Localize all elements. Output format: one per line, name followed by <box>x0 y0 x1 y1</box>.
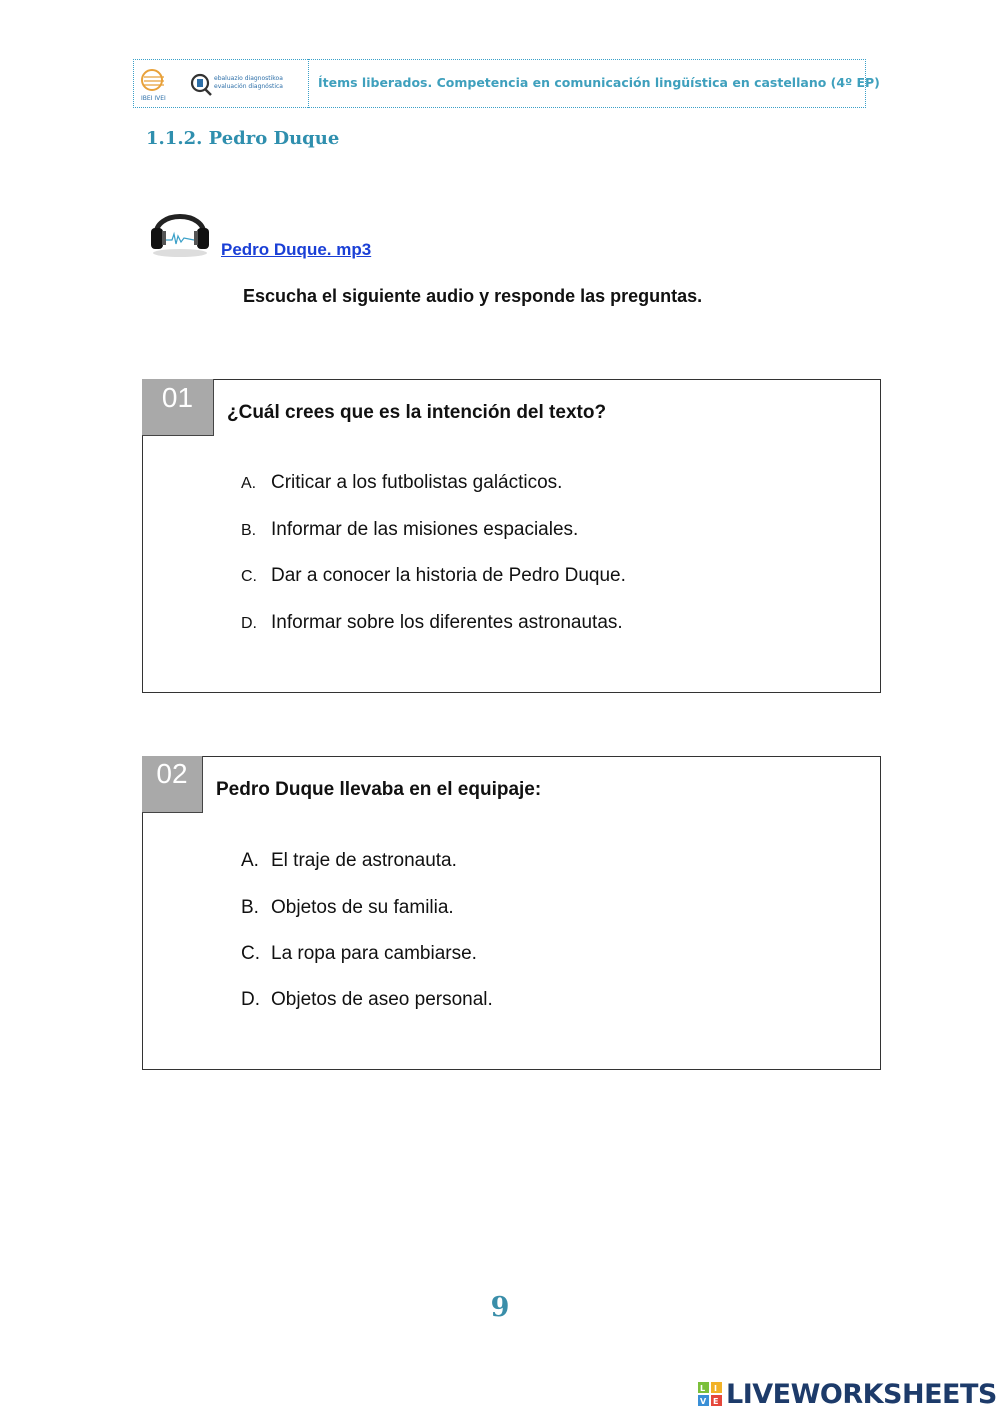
svg-text:V: V <box>700 1397 707 1406</box>
answer-option-c[interactable] <box>241 565 626 587</box>
liveworksheets-logo[interactable] <box>698 1377 997 1411</box>
answer-option-b[interactable] <box>241 519 578 541</box>
liveworksheets-brand: LIVEWORKSHEETS <box>726 1378 997 1410</box>
option-letter: C. <box>241 943 260 964</box>
header-title: Ítems liberados. Competencia en comunicación lingüística en castellano (4º EP) <box>318 75 880 90</box>
question-number: 02 <box>142 756 203 813</box>
answer-option-a[interactable] <box>241 850 457 872</box>
svg-text:evaluación diagnóstica: evaluación diagnóstica <box>214 83 283 90</box>
svg-text:I: I <box>714 1384 717 1393</box>
option-text: Informar sobre los diferentes astronautas. <box>271 612 623 633</box>
question-number: 01 <box>142 379 214 436</box>
answer-option-c[interactable] <box>241 943 477 965</box>
header-divider <box>308 59 309 108</box>
option-letter: C. <box>241 568 257 585</box>
option-text: Criticar a los futbolistas galácticos. <box>271 472 563 493</box>
headphones-icon[interactable] <box>148 198 212 260</box>
option-text: Dar a conocer la historia de Pedro Duque. <box>271 565 626 586</box>
answer-option-d[interactable] <box>241 612 623 634</box>
option-letter: B. <box>241 522 257 539</box>
option-letter: D. <box>241 989 260 1010</box>
question-text: Pedro Duque llevaba en el equipaje: <box>216 779 542 800</box>
option-text: Informar de las misiones espaciales. <box>271 519 579 540</box>
option-letter: A. <box>241 475 257 492</box>
instruction-text: Escucha el siguiente audio y responde las preguntas. <box>243 286 703 306</box>
svg-text:ebaluazio diagnostikoa: ebaluazio diagnostikoa <box>214 75 283 82</box>
svg-text:E: E <box>713 1397 719 1406</box>
option-text: Objetos de aseo personal. <box>271 989 493 1010</box>
question-card <box>142 756 881 1070</box>
ivei-logo-icon <box>138 63 303 105</box>
option-text: El traje de astronauta. <box>271 850 457 871</box>
option-text: Objetos de su familia. <box>271 897 454 918</box>
option-letter: A. <box>241 850 259 871</box>
answer-option-d[interactable] <box>241 989 493 1011</box>
answer-option-b[interactable] <box>241 897 454 919</box>
option-text: La ropa para cambiarse. <box>271 943 477 964</box>
question-card <box>142 379 881 693</box>
question-text: ¿Cuál crees que es la intención del texto? <box>227 402 607 423</box>
audio-link[interactable]: Pedro Duque. mp3 <box>221 240 372 259</box>
header-logos <box>138 63 303 105</box>
svg-text:IBEI IVEI: IBEI IVEI <box>141 95 166 102</box>
svg-text:L: L <box>700 1384 706 1393</box>
page-number: 9 <box>490 1292 510 1323</box>
liveworksheets-badge-icon <box>698 1382 722 1406</box>
option-letter: B. <box>241 897 259 918</box>
section-title: 1.1.2. Pedro Duque <box>146 128 340 149</box>
answer-option-a[interactable] <box>241 472 562 494</box>
option-letter: D. <box>241 615 257 632</box>
